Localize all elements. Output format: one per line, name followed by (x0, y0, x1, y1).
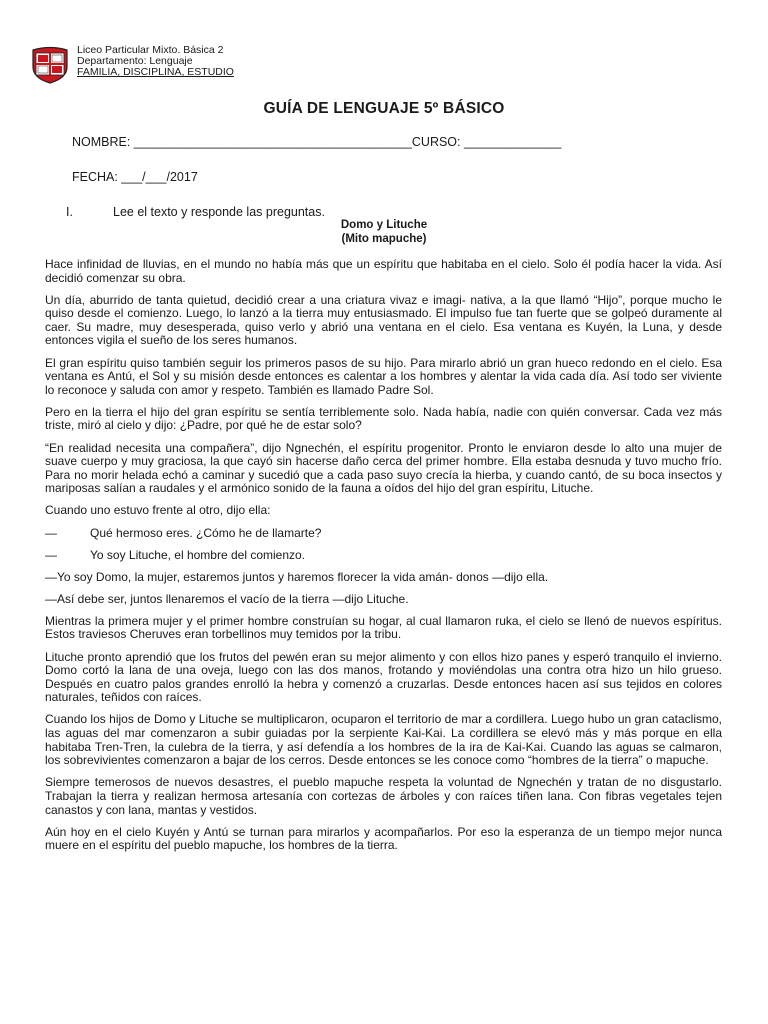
paragraph: Cuando uno estuvo frente al otro, dijo ella: (45, 503, 271, 518)
paragraph: Cuando los hijos de Domo y Lituche se multiplicaron, ocuparon el territorio de mar a cordillera. Luego hubo un gran cataclismo, las aguas del mar comenzaron a subir guiadas por la serpiente Kai-Kai. La cordillera se elevó más y más porque en ella habitaba Tren-Tren, la culebra de la tierra, y así defendía a los hombres de la ira de Kai-Kai. Cuando las aguas se calmaron, los sobrevivientes comenzaron a bajar de los cerros. Desde entonces se les conoce como “hombres de la tierra” o mapuche. (45, 712, 722, 768)
paragraph: Siempre temerosos de nuevos desastres, el pueblo mapuche respeta la voluntad de Ngnechén y tratan de no disgustarlo. Trabajan la tierra y realizan hermosa artesanía con cortezas de árboles y con raíces tiñen lana. Con fibras vegetales tejen canastos y con lana, mantas y vestidos. (45, 775, 722, 817)
instruction-text: Lee el texto y responde las preguntas. (113, 205, 325, 219)
dialogue-line (45, 549, 722, 563)
instruction-number: I. (66, 205, 73, 219)
paragraph: Un día, aburrido de tanta quietud, decidió crear a una criatura vivaz e imagi- nativa, a la que llamó “Hijo”, porque mucho le quiso desde el comienzo. Luego, lo lanzó a la tierra muy entusiasmado. El impulso fue tan fuerte que se golpeó duramente al caer. Su madre, muy desesperada, quiso verlo y abrió una ventana en el cielo. Esa ventana es Kuyén, la Luna, y desde entonces vigila el sueño de los seres humanos. (45, 292, 722, 348)
paragraph: Aún hoy en el cielo Kuyén y Antú se turnan para mirarlos y acompañarlos. Por eso la esperanza de un tiempo mejor nunca muere en el espíritu del pueblo mapuche, los hombres de la tierra. (45, 824, 722, 853)
instruction (66, 205, 325, 219)
page-title: GUÍA DE LENGUAJE 5º BÁSICO (263, 100, 505, 117)
dialogue-line (45, 527, 722, 541)
story-heading (0, 218, 768, 246)
name-course-field: NOMBRE: ________________________________________CURSO: ______________ (72, 135, 562, 149)
dialogue-text: Yo soy Lituche, el hombre del comienzo. (90, 547, 306, 562)
paragraph: “En realidad necesita una compañera”, dijo Ngnechén, el espíritu progenitor. Pronto le enviaron desde lo alto una mujer de suave cuerpo y muy graciosa, la que cayó sin hacerse daño cerca del primer hombre. Ella estaba desnuda y tuvo mucho frío. Para no morir helada echó a caminar y sucedió que a cada paso suyo crecía la hierba, y cuando cantó, de su boca insectos y mariposas salían a raudales y el armónico sonido de la fauna a oídos del hijo del gran espíritu, Lituche. (45, 440, 722, 496)
story-title: Domo y Lituche (340, 219, 428, 231)
dialogue-dash: — (45, 547, 57, 562)
story-subtitle: (Mito mapuche) (341, 233, 427, 245)
dialogue-text: Qué hermoso eres. ¿Cómo he de llamarte? (90, 525, 322, 540)
date-field: FECHA: ___/___/2017 (72, 170, 198, 184)
school-motto: FAMILIA, DISCIPLINA, ESTUDIO (77, 66, 234, 78)
paragraph: El gran espíritu quiso también seguir los primeros pasos de su hijo. Para mirarlo abrió un gran hueco redondo en el cielo. Esa ventana es Antú, el Sol y su misión desde entonces es calentar a los hombres y alentar la vida cada día. Así todo ser viviente lo reconoce y saluda con amor y respeto. También es llamado Padre Sol. (45, 355, 722, 397)
paragraph: Mientras la primera mujer y el primer hombre construían su hogar, al cual llamaron ruka, el cielo se llenó de nuevos espíritus. Estos traviesos Cheruves eran torbellinos muy temidos por la tribu. (45, 613, 722, 642)
story-body (45, 258, 722, 861)
paragraph: —Así debe ser, juntos llenaremos el vacío de la tierra —dijo Lituche. (45, 591, 409, 606)
school-header (30, 44, 234, 84)
dialogue-dash: — (45, 525, 57, 540)
paragraph: —Yo soy Domo, la mujer, estaremos juntos y haremos florecer la vida amán- donos —dijo ella. (45, 569, 549, 584)
school-name: Liceo Particular Mixto. Básica 2 (77, 44, 224, 56)
paragraph: Pero en la tierra el hijo del gran espíritu se sentía terriblemente solo. Nada había, nadie con quién conversar. Cada vez más triste, miró al cielo y dijo: ¿Padre, por qué he de estar solo? (45, 404, 722, 433)
school-crest-icon (30, 44, 70, 84)
department: Departamento: Lenguaje (77, 55, 193, 67)
paragraph: Lituche pronto aprendió que los frutos del pewén eran su mejor alimento y con ellos hizo panes y esperó tranquilo el invierno. Domo cortó la lana de una oveja, luego con las dos manos, frotando y moviéndolas una contra otra hizo un hilo grueso. Después en cuatro palos grandes enrolló la hebra y comenzó a cruzarlas. Desde entonces hacen así sus tejidos en colores naturales, teñidos con raíces. (45, 649, 722, 705)
paragraph: Hace infinidad de lluvias, en el mundo no había más que un espíritu que habitaba en el cielo. Solo él podía hacer la vida. Así decidió comenzar su obra. (45, 257, 722, 285)
